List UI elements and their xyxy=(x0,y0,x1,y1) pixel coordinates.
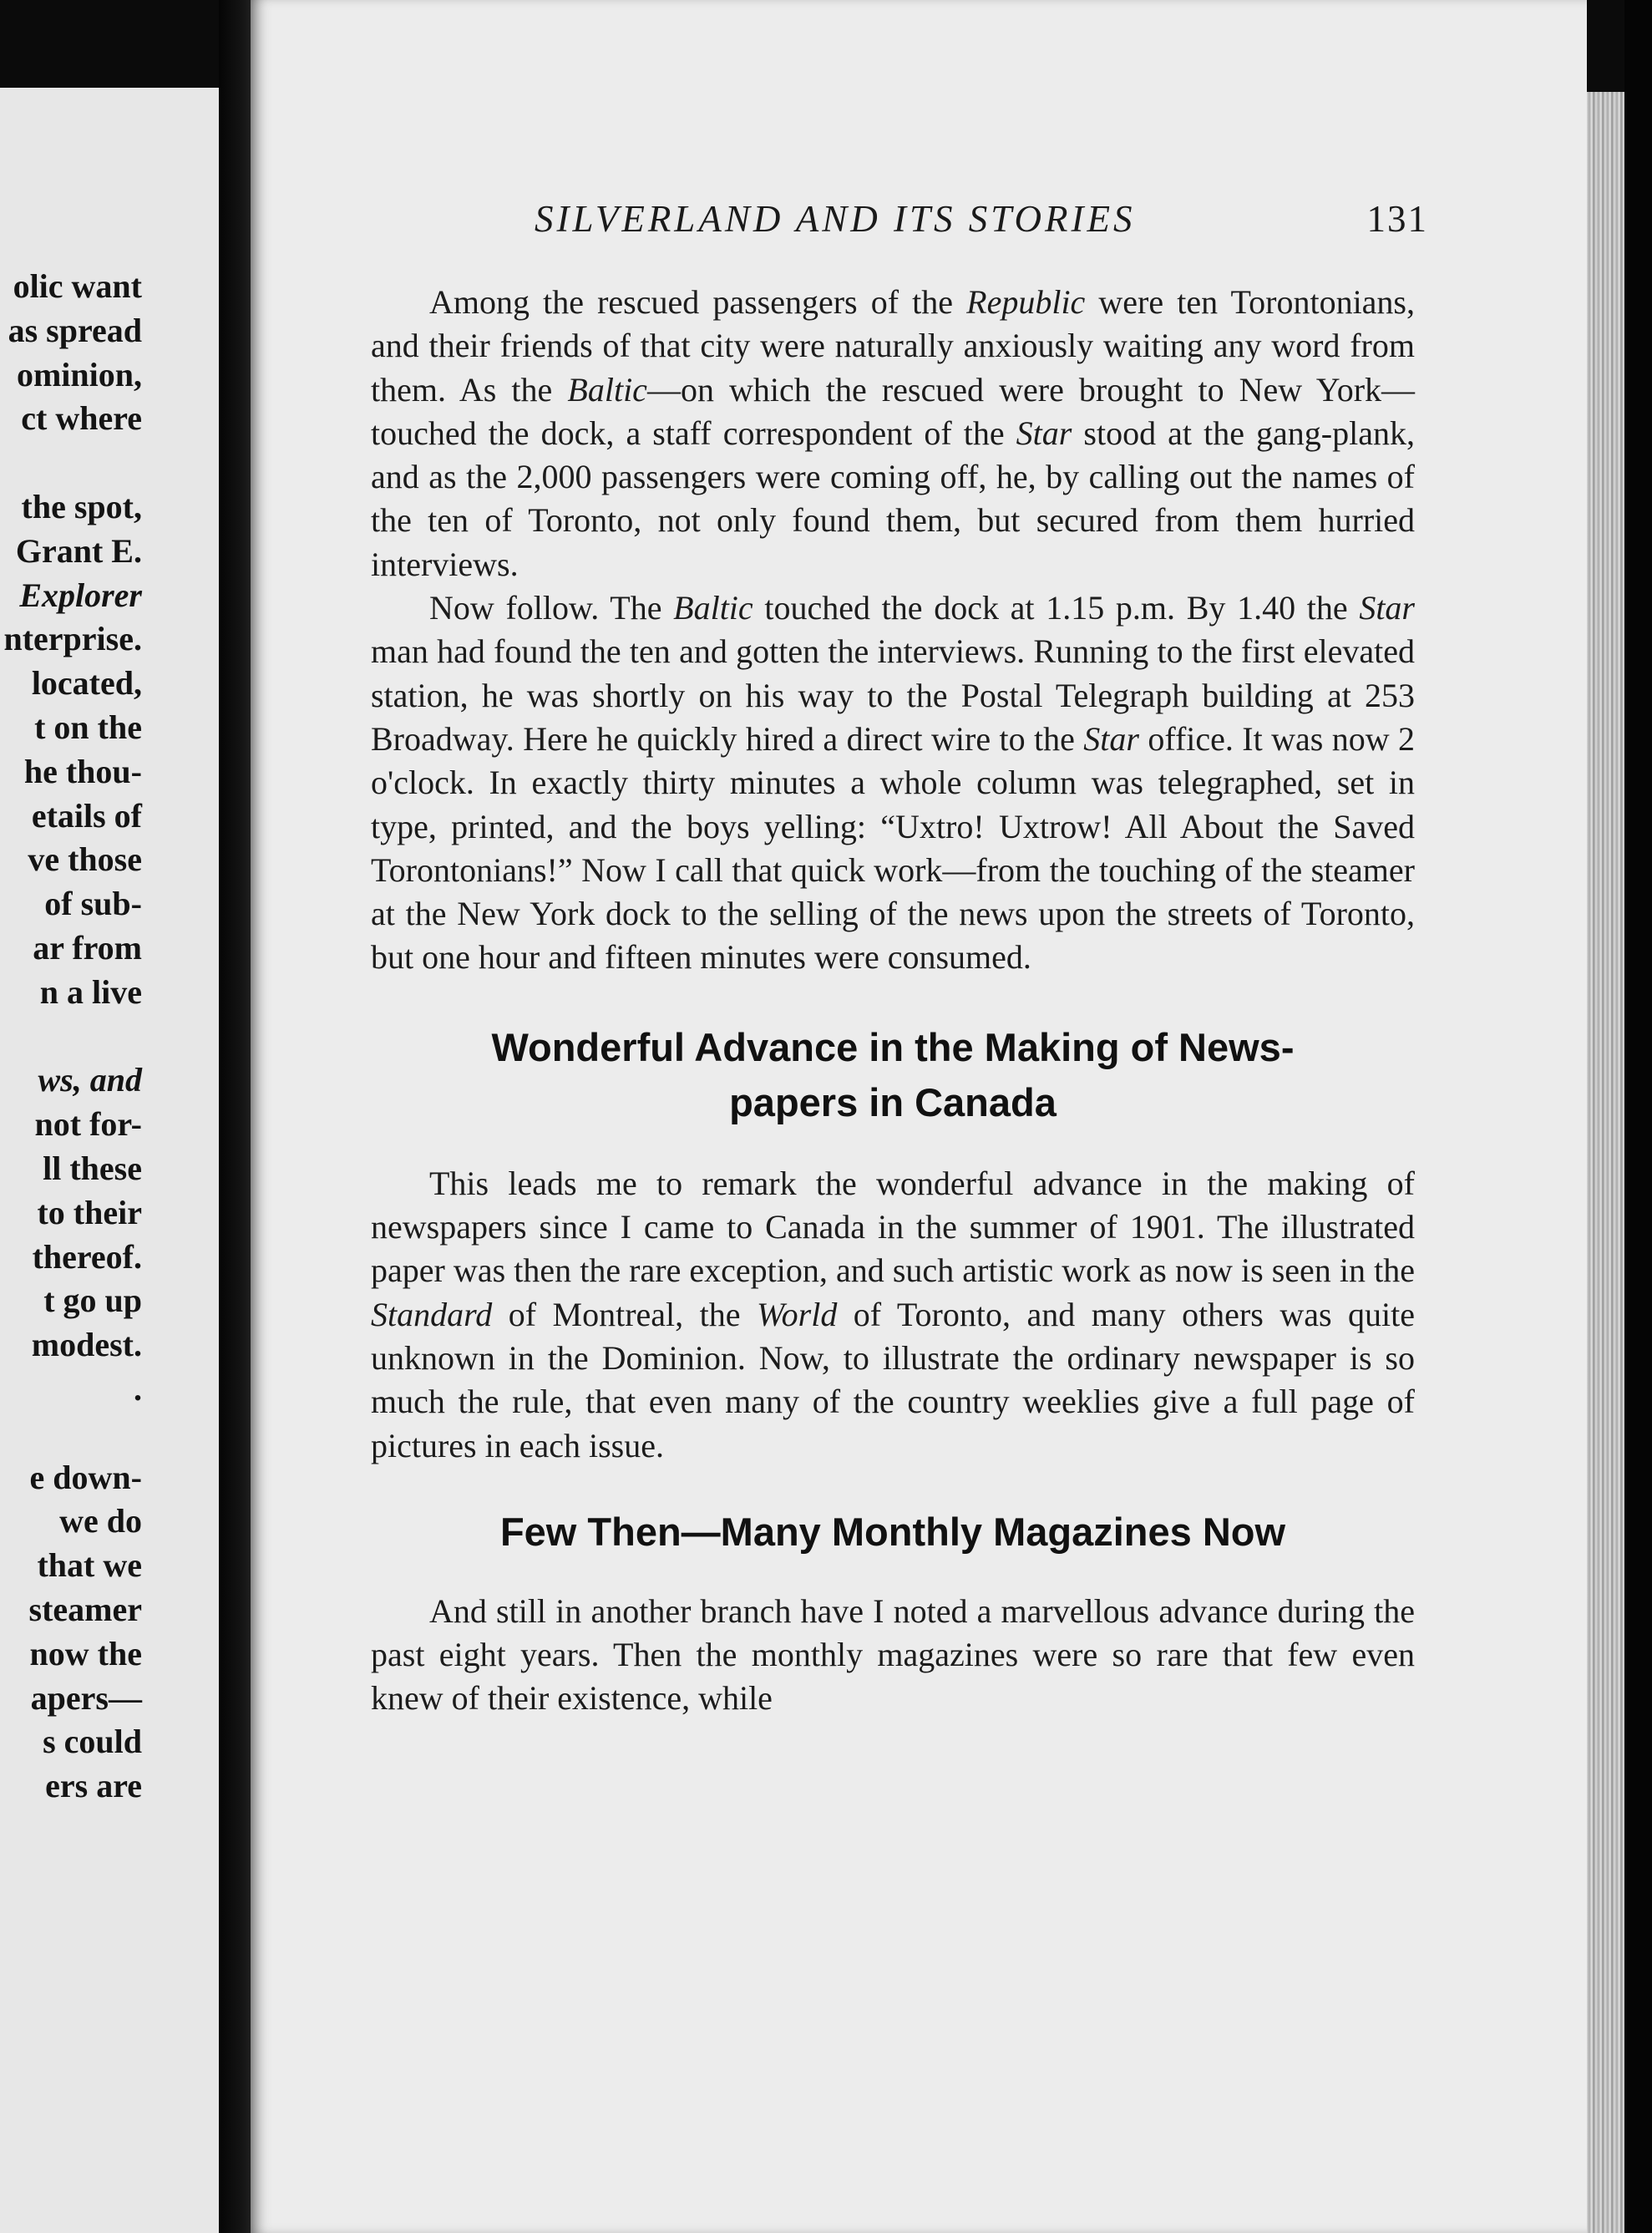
fragment-line: ers are xyxy=(45,1767,142,1805)
fragment-line: steamer xyxy=(28,1590,142,1628)
newspaper-name: Standard xyxy=(371,1295,493,1333)
paragraph-quick-work: Now follow. The Baltic touched the dock at 1.15 p.m. By 1.40 the Star man had found the ten and gotten the interviews. Running to the first elevated station, he was shortly on his way to the Postal Telegraph building at 253 Broadway. Here he quickly hired a direct wire to the Star office. It was now 2 o'clock. In exactly thirty minutes a whole column was telegraphed, set in type, printed, and the boys yelling: “Uxtro! Uxtrow! All About the Saved Torontonians!” Now I call that quick work—from the touching of the steamer at the New York dock to the selling of the news upon the streets of Toronto, but one hour and fifteen minutes were consumed. xyxy=(371,589,1415,977)
fragment-line: olic want xyxy=(13,267,142,305)
fragment-line: ll these xyxy=(43,1149,142,1187)
fragment-line: Explorer xyxy=(19,576,142,614)
paragraph-magazines: And still in another branch have I noted a marvellous advance during the past eight years. Then the monthly magazines were so rare that few even knew of their existence, while xyxy=(371,1591,1415,1718)
fragment-line: to their xyxy=(37,1193,142,1231)
fragment-line: t go up xyxy=(43,1281,142,1320)
scan-border xyxy=(1624,0,1652,2233)
fragment-line xyxy=(0,441,142,485)
fragment-line: . xyxy=(134,1369,142,1408)
fragment-line: etails of xyxy=(31,796,142,835)
running-head xyxy=(367,197,1428,247)
fragment-line: as spread xyxy=(8,311,142,349)
ship-name: Baltic xyxy=(673,589,753,627)
running-title: SILVERLAND AND ITS STORIES xyxy=(535,198,1136,240)
fragment-line: thereof. xyxy=(32,1237,142,1276)
fragment-line: nterprise. xyxy=(3,620,142,658)
fragment-line: he thou- xyxy=(23,752,142,790)
fragment-line: ct where xyxy=(21,399,142,438)
fragment-line: ve those xyxy=(28,840,142,879)
fragment-line: the spot, xyxy=(21,487,142,525)
fragment-line: ar from xyxy=(33,928,142,967)
fragment-line: ominion, xyxy=(16,355,142,393)
main-text-column xyxy=(371,281,1415,1721)
ship-name: Republic xyxy=(966,283,1086,321)
fragment-line: apers— xyxy=(30,1678,142,1717)
fragment-line: s could xyxy=(43,1723,142,1761)
fragment-line: Grant E. xyxy=(15,531,142,570)
newspaper-name: Star xyxy=(1016,414,1072,452)
section-heading-magazines: Few Then—Many Monthly Magazines Now xyxy=(499,1509,1286,1554)
fragment-line: we do xyxy=(59,1502,142,1540)
newspaper-name: Star xyxy=(1359,589,1415,627)
paragraph-rescued-torontonians: Among the rescued passengers of the Republic were ten Torontonians, and their friends of that city were naturally anxiously waiting any word from them. As the Baltic—on which the rescued were brought to New York—touched the dock, a staff correspondent of the Star stood at the gang-plank, and as the 2,000 passengers were coming off, he, by calling out the names of the ten of Toronto, not only found them, but secured from them hurried interviews. xyxy=(371,283,1416,583)
paragraph-newspaper-advance: This leads me to remark the wonderful advance in the making of newspapers since I came to Canada in the summer of 1901. The illustrated paper was then the rare exception, and such artistic work as now is seen in the Standard of Montreal, the World of Toronto, and many others was quite unknown in the Dominion. Now, to illustrate the ordinary newspaper is so much the rule, that even many of the country weeklies give a full page of pictures in each issue. xyxy=(371,1164,1415,1464)
previous-page-fragment xyxy=(0,88,219,2233)
fragment-line: n a live xyxy=(39,972,142,1011)
fragment-line: located, xyxy=(31,664,142,703)
fragment-line: that we xyxy=(37,1546,142,1585)
fragment-line xyxy=(0,1412,142,1456)
fragment-line: now the xyxy=(29,1634,142,1672)
fragment-line: of sub- xyxy=(44,885,142,923)
fragment-line: ws, and xyxy=(38,1061,142,1099)
section-heading-newspapers: Wonderful Advance in the Making of News- papers in Canada xyxy=(491,1024,1295,1124)
ship-name: Baltic xyxy=(567,370,647,409)
fragment-line: not for- xyxy=(34,1105,142,1144)
newspaper-name: World xyxy=(756,1295,838,1333)
newspaper-name: Star xyxy=(1083,719,1139,758)
fragment-line: t on the xyxy=(34,708,142,746)
page-edges xyxy=(1587,92,1624,2233)
fragment-line xyxy=(0,1015,142,1059)
previous-page-text xyxy=(0,265,142,1809)
fragment-line: e down- xyxy=(29,1458,142,1496)
fragment-line: modest. xyxy=(31,1326,142,1364)
page-number: 131 xyxy=(1366,198,1428,240)
